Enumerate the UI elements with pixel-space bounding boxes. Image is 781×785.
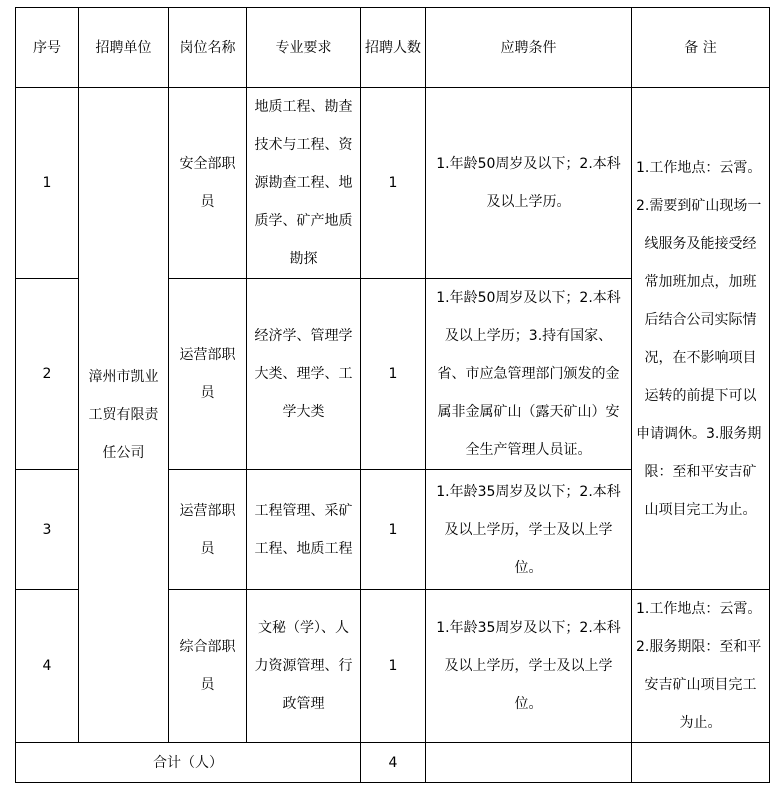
header-employer: 招聘单位 — [79, 8, 169, 88]
remarks-line: 2.需要到矿山现场一 — [636, 197, 762, 214]
header-position: 岗位名称 — [169, 8, 247, 88]
requirements-line: 及以上学历，学士及以上学 — [444, 658, 613, 674]
requirements-line: 全生产管理人员证。 — [465, 442, 592, 458]
cell-index: 3 — [16, 470, 79, 590]
header-major: 专业要求 — [247, 8, 361, 88]
cell-major — [247, 470, 361, 590]
remarks-line: 1.工作地点：云霄。 — [636, 159, 762, 176]
table-row — [16, 88, 770, 279]
major-line: 工程、地质工程 — [254, 540, 353, 557]
cell-count: 1 — [361, 470, 426, 590]
cell-count: 1 — [361, 590, 426, 743]
header-row — [16, 8, 770, 88]
position-line: 员 — [200, 540, 215, 557]
cell-count: 1 — [361, 279, 426, 470]
employer-line: 工贸有限责 — [88, 407, 159, 423]
position-line: 运营部职 — [179, 502, 236, 519]
remarks-line: 为止。 — [679, 715, 722, 731]
remarks-line: 1.工作地点：云霄。 — [636, 601, 762, 617]
remarks-line: 线服务及能接受经 — [644, 235, 757, 252]
requirements-line: 及以上学历，学士及以上学 — [444, 521, 613, 538]
remarks-line: 况，在不影响项目 — [644, 349, 757, 366]
major-line: 技术与工程、资 — [254, 137, 353, 153]
cell-major — [247, 279, 361, 470]
total-row — [16, 743, 770, 783]
requirements-line: 属非金属矿山（露天矿山）安 — [437, 404, 620, 420]
position-line: 员 — [200, 194, 215, 210]
major-line: 源勘查工程、地 — [254, 175, 353, 191]
major-line: 文秘（学）、人 — [258, 620, 349, 636]
remarks-line: 申请调休。3.服务期 — [636, 425, 762, 442]
cell-major — [247, 88, 361, 279]
requirements-line: 1.年龄35周岁及以下；2.本科 — [436, 483, 621, 500]
major-line: 学大类 — [282, 404, 325, 420]
requirements-line: 位。 — [514, 696, 543, 712]
cell-requirements — [426, 88, 632, 279]
requirements-line: 及以上学历。 — [486, 194, 571, 210]
total-label: 合计（人） — [16, 743, 361, 783]
cell-count: 1 — [361, 88, 426, 279]
requirements-line: 位。 — [514, 559, 543, 576]
requirements-line: 1.年龄50周岁及以下；2.本科 — [436, 290, 621, 306]
employer-line: 任公司 — [102, 445, 145, 461]
remarks-line: 安吉矿山项目完工 — [644, 677, 757, 693]
cell-position — [169, 88, 247, 279]
remarks-line: 后结合公司实际情 — [644, 311, 757, 328]
major-line: 力资源管理、行 — [254, 658, 353, 674]
header-requirements: 应聘条件 — [426, 8, 632, 88]
position-line: 运营部职 — [179, 347, 236, 363]
remarks-line: 山项目完工为止。 — [644, 501, 757, 518]
cell-index: 2 — [16, 279, 79, 470]
cell-remarks — [632, 590, 770, 743]
header-index: 序号 — [16, 8, 79, 88]
cell-requirements — [426, 590, 632, 743]
requirements-line: 1.年龄35周岁及以下；2.本科 — [436, 620, 621, 636]
cell-remarks-shared — [632, 88, 770, 590]
total-requirements — [426, 743, 632, 783]
position-line: 员 — [200, 677, 215, 693]
cell-position — [169, 590, 247, 743]
remarks-line: 常加班加点，加班 — [644, 273, 757, 290]
major-line: 质学、矿产地质 — [254, 213, 353, 229]
cell-requirements — [426, 470, 632, 590]
cell-requirements — [426, 279, 632, 470]
header-count: 招聘人数 — [361, 8, 426, 88]
position-line: 员 — [200, 385, 215, 401]
cell-employer — [79, 88, 169, 743]
remarks-line: 运转的前提下可以 — [644, 387, 757, 404]
recruitment-table — [15, 7, 770, 783]
total-value: 4 — [361, 743, 426, 783]
requirements-line: 及以上学历；3.持有国家、 — [444, 328, 613, 344]
total-remarks — [632, 743, 770, 783]
major-line: 政管理 — [282, 696, 325, 712]
cell-position — [169, 470, 247, 590]
header-remarks: 备 注 — [632, 8, 770, 88]
major-line: 工程管理、采矿 — [254, 502, 353, 519]
employer-line: 漳州市凯业 — [88, 369, 159, 385]
requirements-line: 省、市应急管理部门颁发的金 — [437, 366, 620, 382]
major-line: 勘探 — [289, 251, 318, 267]
major-line: 地质工程、勘查 — [254, 99, 353, 115]
cell-major — [247, 590, 361, 743]
major-line: 经济学、管理学 — [254, 328, 353, 344]
cell-index: 4 — [16, 590, 79, 743]
major-line: 大类、理学、工 — [254, 366, 353, 382]
remarks-line: 限：至和平安吉矿 — [644, 463, 757, 480]
cell-position — [169, 279, 247, 470]
cell-index: 1 — [16, 88, 79, 279]
remarks-line: 2.服务期限：至和平 — [636, 639, 762, 655]
requirements-line: 1.年龄50周岁及以下；2.本科 — [436, 156, 621, 172]
position-line: 安全部职 — [179, 156, 236, 172]
position-line: 综合部职 — [179, 639, 236, 655]
